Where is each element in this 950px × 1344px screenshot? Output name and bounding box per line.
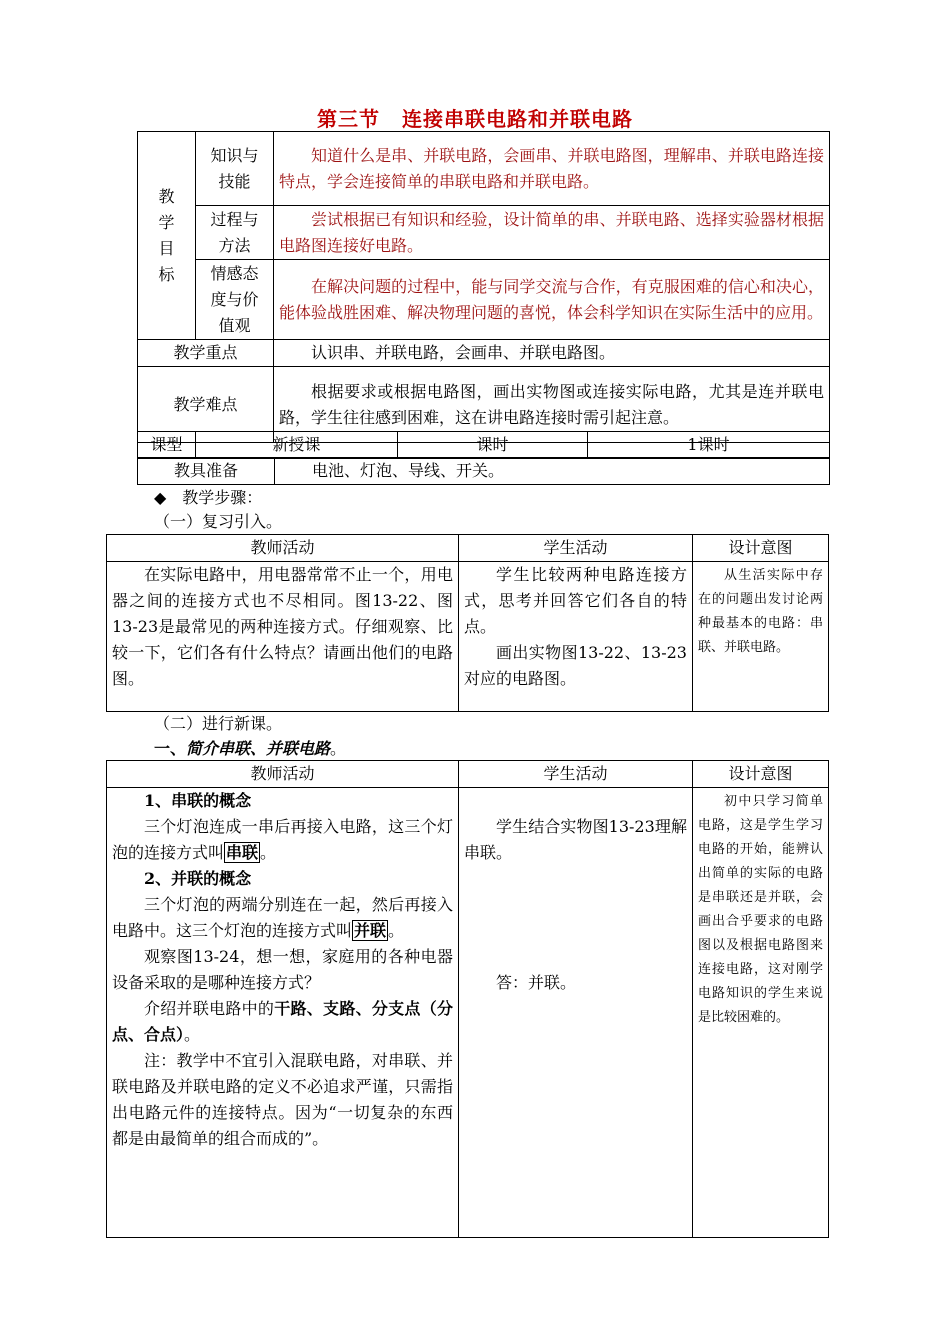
parallel-term: 并联 <box>354 921 387 940</box>
series-text: 三个灯泡连成一串后再接入电路，这三个灯泡的连接方式叫 串联 。 <box>112 817 453 862</box>
series-title: 1、串联的概念 <box>144 791 252 810</box>
review-student-p1: 学生比较两种电路连接方式，思考并回答它们各自的特点。 <box>464 565 687 636</box>
observe-text: 观察图13-24，想一想，家庭用的各种电器设备采取的是哪种连接方式？ <box>112 947 453 992</box>
goal-process-label: 过程与 方法 <box>196 206 274 260</box>
page-title <box>0 103 950 132</box>
overview-table <box>137 131 830 443</box>
goal-emotion-text: 在解决问题的过程中，能与同学交流与合作，有克服困难的信心和决心，能体验战胜困难、解决物理问题的喜悦，体会科学知识在实际生活中的应用。 <box>274 260 830 340</box>
branch-text: 介绍并联电路中的干路、支路、分支点（分点、合点）。 <box>112 999 453 1044</box>
title-section-number: 第三节 <box>317 107 380 131</box>
tools-text: 电池、灯泡、导线、开关。 <box>275 458 830 485</box>
tools-label: 教具准备 <box>138 458 275 485</box>
steps-label: ◆ 教学步骤： <box>154 488 263 507</box>
review-student-cell <box>459 562 693 712</box>
parallel-text: 三个灯泡的两端分别连在一起，然后再接入电路中。这三个灯泡的连接方式叫 并联 。 <box>112 895 453 940</box>
periods-label: 课时 <box>398 432 588 459</box>
lesson-student-p2: 答：并联。 <box>496 973 577 992</box>
goal-label-cell <box>138 132 196 340</box>
tools-table <box>137 457 830 485</box>
key-point-text: 认识串、并联电路，会画串、并联电路图。 <box>274 340 830 367</box>
section1-heading: （一）复习引入。 <box>154 512 283 531</box>
review-table <box>106 534 829 712</box>
new-lesson-table <box>106 760 829 1238</box>
header-teacher: 教师活动 <box>107 535 459 562</box>
lesson-student-p1: 学生结合实物图13-23理解串联。 <box>464 817 687 862</box>
parallel-title: 2、并联的概念 <box>144 869 252 888</box>
course-type-label: 课型 <box>138 432 196 459</box>
difficulty-label: 教学难点 <box>138 367 274 443</box>
review-teacher-text: 在实际电路中，用电器常常不止一个，用电器之间的连接方式也不尽相同。图13-22、图13-23是最常见的两种连接方式。仔细观察、比较一下，它们各有什么特点？请画出他们的电路图。 <box>107 562 459 712</box>
section2-subheading: 一、简介串联、并联电路。 <box>154 739 347 758</box>
lesson-student-cell <box>459 788 693 1238</box>
key-point-label: 教学重点 <box>138 340 274 367</box>
header-teacher: 教师活动 <box>107 761 459 788</box>
series-term: 串联 <box>226 843 259 862</box>
goal-emotion-label: 情感态 度与价 值观 <box>196 260 274 340</box>
goal-knowledge-label: 知识与 技能 <box>196 132 274 206</box>
note-text: 注：教学中不宜引入混联电路，对串联、并联电路及并联电路的定义不必追求严谨，只需指出电路元件的连接特点。因为“一切复杂的东西都是由最简单的组合而成的”。 <box>112 1051 453 1148</box>
goal-label: 教 学 目 标 <box>158 186 175 284</box>
goal-process-text: 尝试根据已有知识和经验，设计简单的串、并联电路、选择实验器材根据电路图连接好电路。 <box>274 206 830 260</box>
lesson-intent-text: 初中只学习简单电路，这是学生学习电路的开始，能辨认出简单的实际的电路是串联还是并联，会画出合乎要求的电路图以及根据电路图来连接电路，这对刚学电路知识的学生来说是比较困难的。 <box>693 788 829 1238</box>
review-intent-text: 从生活实际中存在的问题出发讨论两种最基本的电路：串联、并联电路。 <box>693 562 829 712</box>
difficulty-text: 根据要求或根据电路图，画出实物图或连接实际电路，尤其是连并联电路，学生往往感到困难，这在讲电路连接时需引起注意。 <box>274 367 830 443</box>
lesson-teacher-cell <box>107 788 459 1238</box>
header-intent: 设计意图 <box>693 535 829 562</box>
header-intent: 设计意图 <box>693 761 829 788</box>
header-student: 学生活动 <box>459 535 693 562</box>
title-topic: 连接串联电路和并联电路 <box>402 107 633 131</box>
section2-heading: （二）进行新课。 <box>154 714 283 733</box>
periods-value: 1课时 <box>588 432 830 459</box>
review-student-p2: 画出实物图13-22、13-23对应的电路图。 <box>464 643 687 688</box>
goal-knowledge-text: 知道什么是串、并联电路，会画串、并联电路图，理解串、并联电路连接特点，学会连接简单的串联电路和并联电路。 <box>274 132 830 206</box>
header-student: 学生活动 <box>459 761 693 788</box>
course-type-value: 新授课 <box>196 432 398 459</box>
course-info-table <box>137 431 830 459</box>
